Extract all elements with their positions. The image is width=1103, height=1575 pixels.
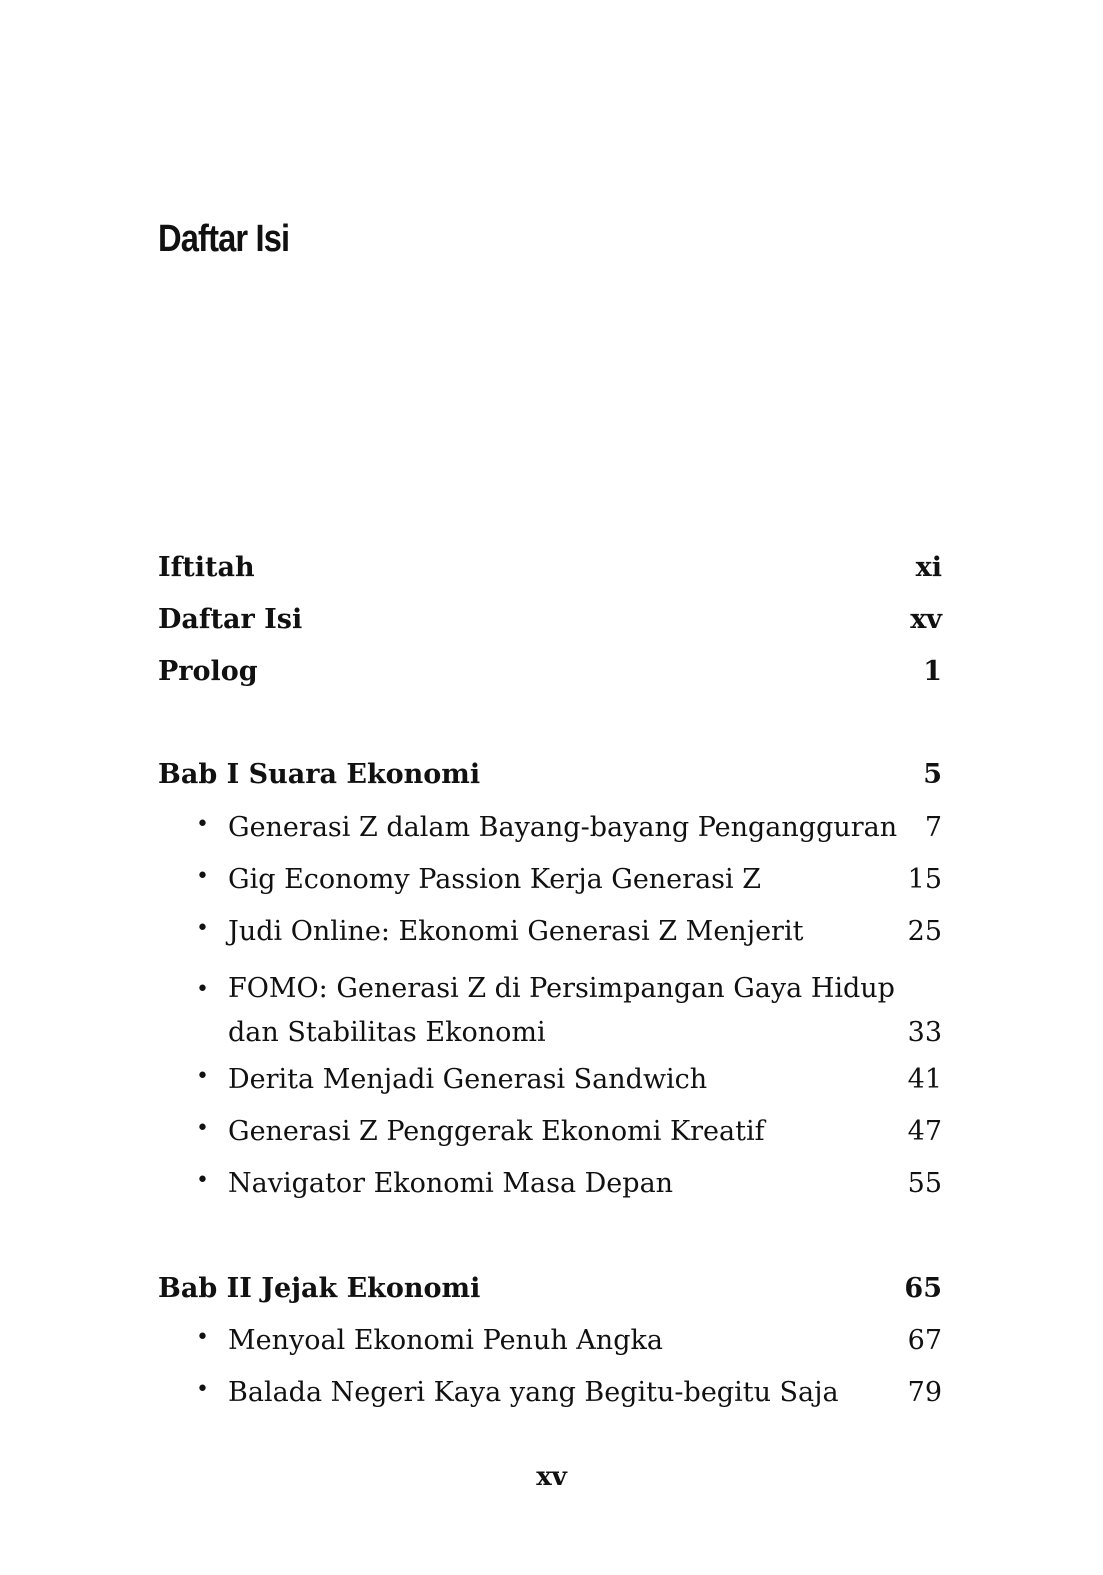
toc-entry-iftitah [158, 552, 942, 596]
toc-item [158, 1064, 942, 1108]
toc-item-page: 47 [907, 1116, 942, 1147]
toc-item-page: 7 [924, 812, 942, 843]
bullet-icon: • [196, 1325, 209, 1350]
toc-item-label: Generasi Z Penggerak Ekonomi Kreatif [228, 1116, 765, 1147]
bullet-icon: • [196, 916, 209, 941]
toc-item-label-line-1: FOMO: Generasi Z di Persimpangan Gaya Hidup [228, 973, 895, 1004]
bullet-icon: • [196, 812, 209, 837]
toc-entry-page: 1 [923, 656, 942, 687]
toc-item-label: Menyoal Ekonomi Penuh Angka [228, 1325, 663, 1356]
bullet-icon: • [196, 977, 209, 1002]
bullet-icon: • [196, 1064, 209, 1089]
page-title: Daftar Isi [158, 218, 290, 260]
toc-chapter-2 [158, 1273, 942, 1317]
toc-item-label: Balada Negeri Kaya yang Begitu-begitu Saja [228, 1377, 839, 1408]
toc-item-page: 25 [907, 916, 942, 947]
toc-item-label [228, 967, 902, 1055]
bullet-icon: • [196, 1377, 209, 1402]
toc-item-page: 33 [907, 1017, 942, 1048]
bullet-icon: • [196, 864, 209, 889]
toc-chapter-1 [158, 759, 942, 803]
toc-item-label: Judi Online: Ekonomi Generasi Z Menjerit [228, 916, 804, 947]
toc-entry-label: Daftar Isi [158, 604, 303, 635]
toc-item-label: Derita Menjadi Generasi Sandwich [228, 1064, 708, 1095]
toc-item-label: Gig Economy Passion Kerja Generasi Z [228, 864, 761, 895]
toc-entry-prolog [158, 656, 942, 700]
toc-item [158, 1377, 942, 1421]
page-folio: xv [536, 1462, 567, 1492]
toc-item [158, 1116, 942, 1160]
toc-item-page: 67 [907, 1325, 942, 1356]
toc-item-page: 79 [907, 1377, 942, 1408]
toc-item-page: 55 [907, 1168, 942, 1199]
toc-item [158, 967, 942, 1055]
toc-chapter-page: 5 [923, 759, 942, 790]
toc-item [158, 916, 942, 960]
toc-item [158, 1168, 942, 1212]
toc-item-page: 15 [907, 864, 942, 895]
toc-entry-page: xv [910, 604, 942, 635]
bullet-icon: • [196, 1116, 209, 1141]
toc-item [158, 812, 942, 856]
toc-item [158, 864, 942, 908]
toc-item-page: 41 [907, 1064, 942, 1095]
toc-item-label: Generasi Z dalam Bayang-bayang Pengangguran [228, 812, 898, 843]
toc-chapter-page: 65 [904, 1273, 942, 1304]
toc-chapter-label: Bab II Jejak Ekonomi [158, 1273, 481, 1304]
toc-item-label: Navigator Ekonomi Masa Depan [228, 1168, 674, 1199]
toc-entry-daftar-isi [158, 604, 942, 648]
bullet-icon: • [196, 1168, 209, 1193]
toc-entry-label: Prolog [158, 656, 258, 687]
toc-chapter-label: Bab I Suara Ekonomi [158, 759, 481, 790]
toc-entry-label: Iftitah [158, 552, 255, 583]
toc-entry-page: xi [915, 552, 942, 583]
toc-item [158, 1325, 942, 1369]
toc-item-label-line-2: dan Stabilitas Ekonomi [228, 1017, 546, 1048]
